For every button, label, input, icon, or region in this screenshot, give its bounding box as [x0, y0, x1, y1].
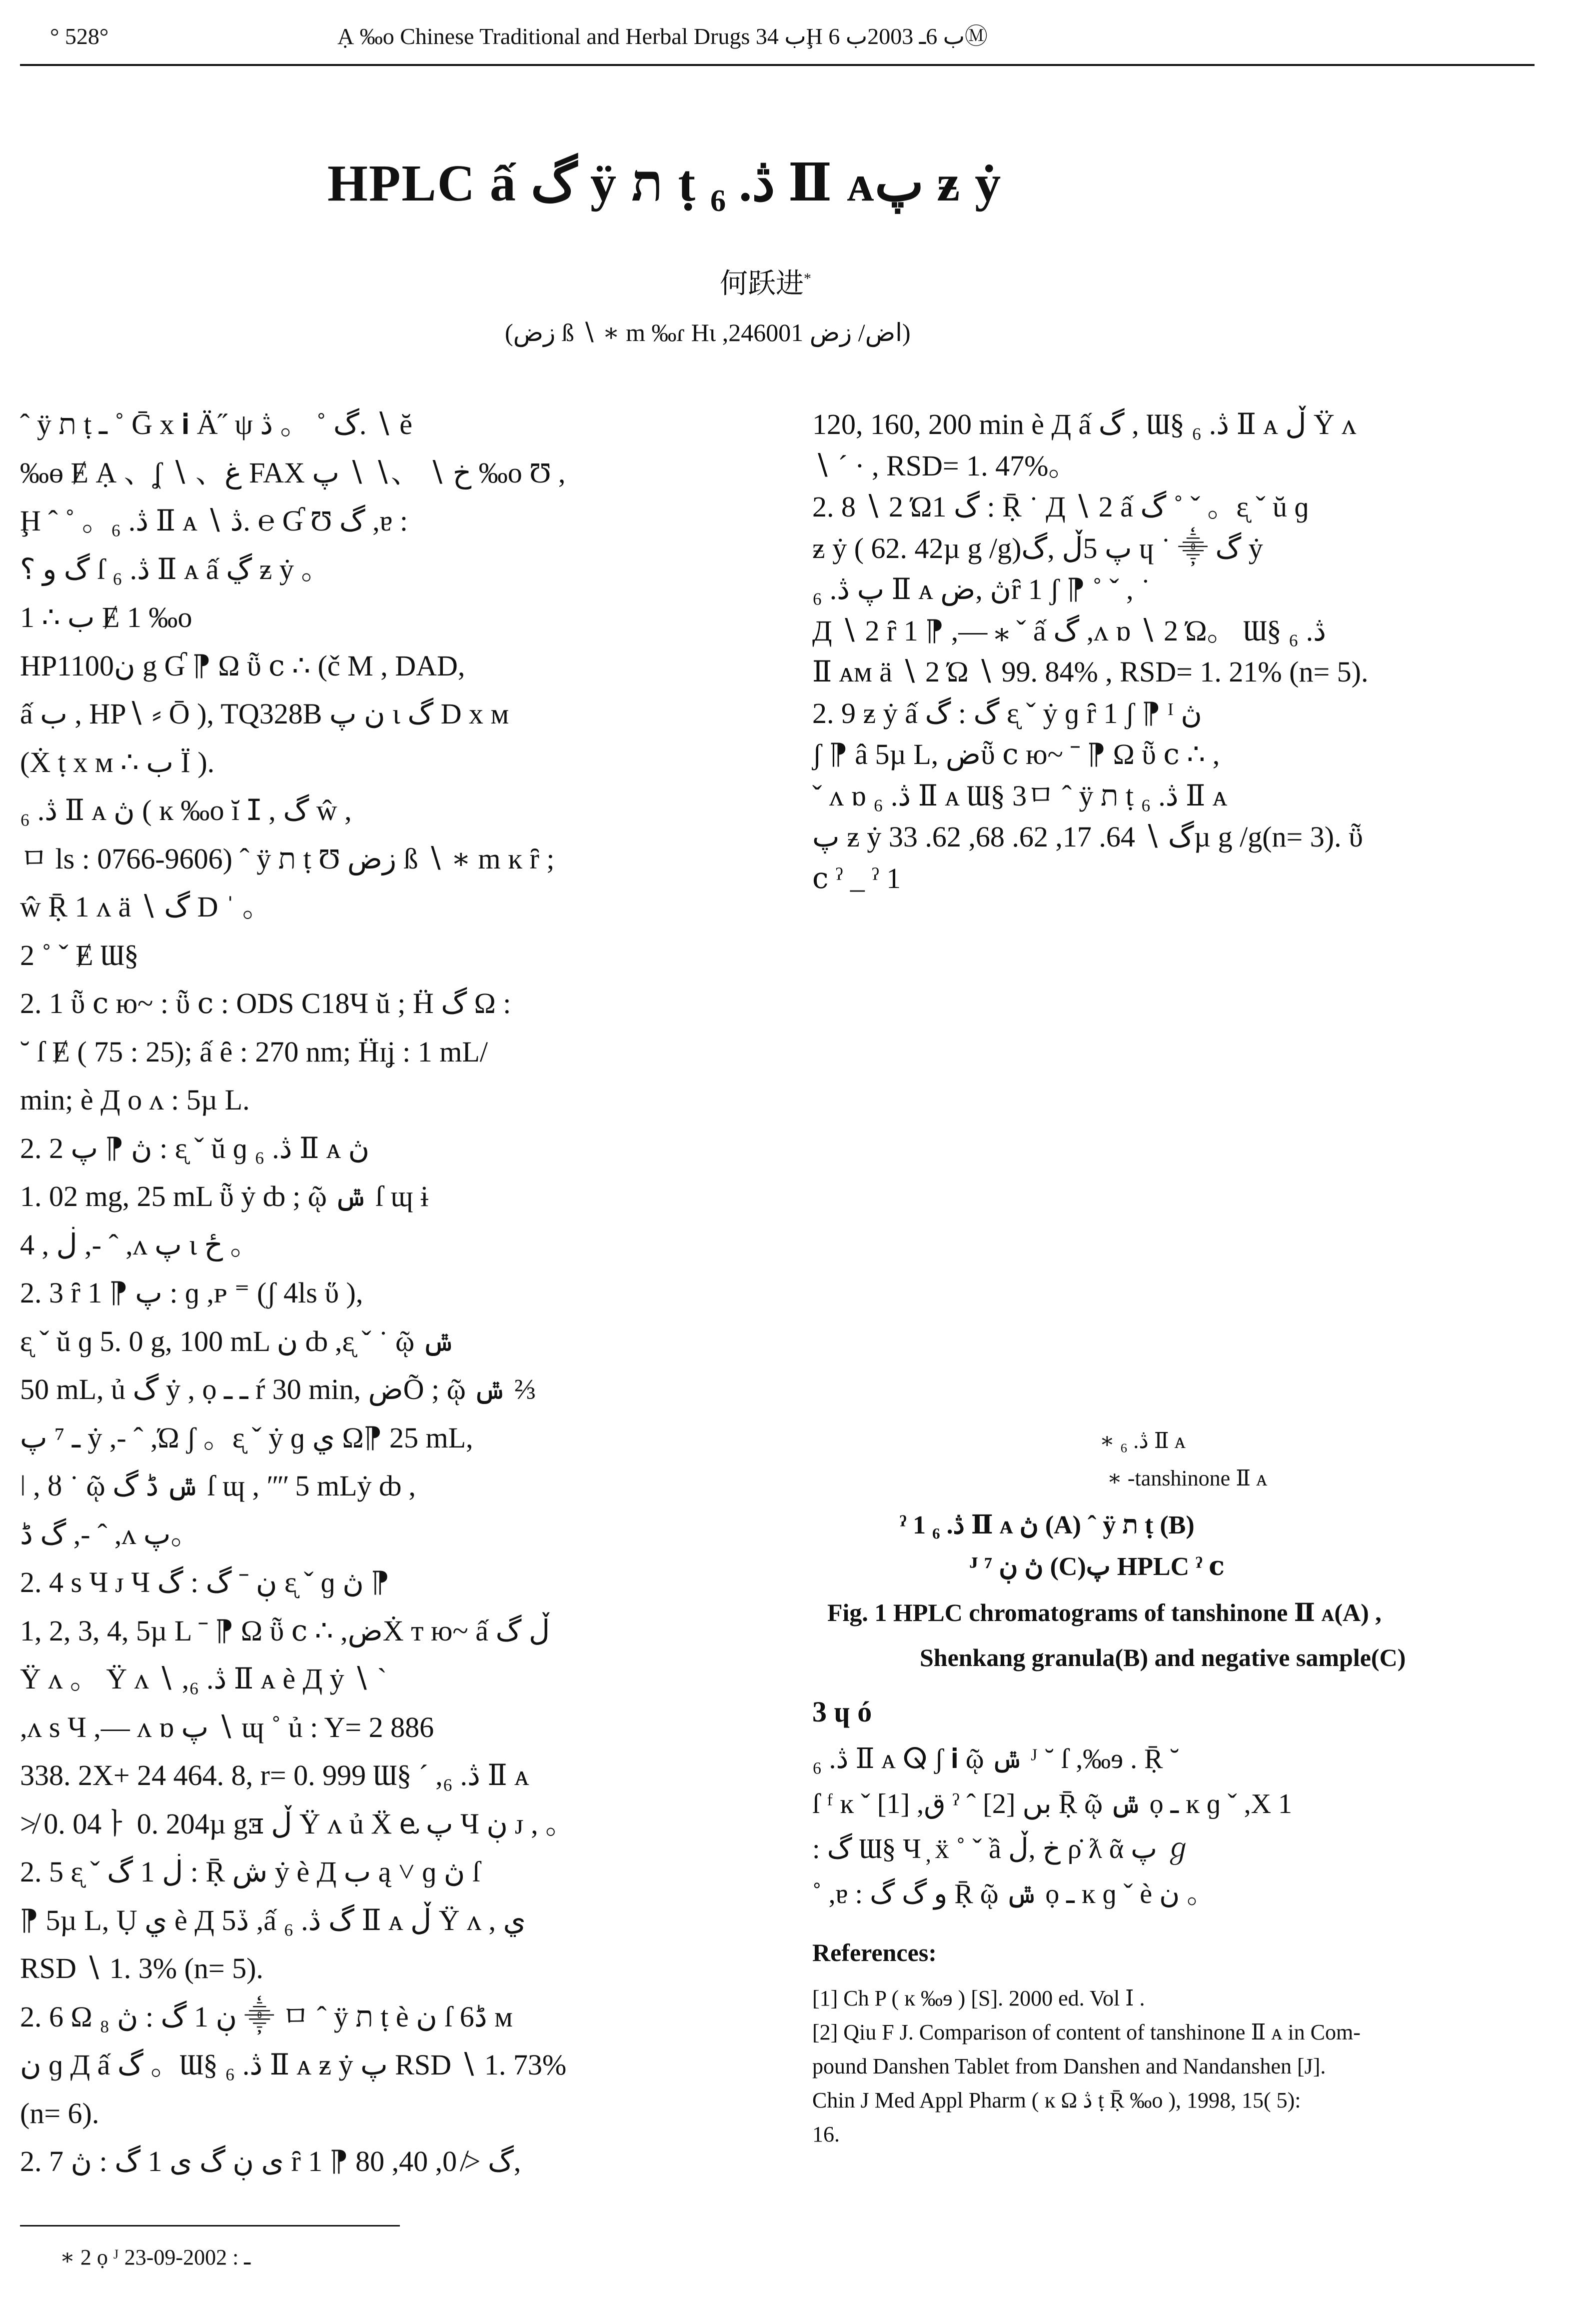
text-line: : گ Ɯ§ Ч ̦ ẍ ˚ ˇ ầ خ ,ڵ ρ̇ ƛ ᾶ پ ℊ: [812, 1834, 1192, 1864]
text-line: RSD ∖ 1. 3% (n= 5).: [20, 1952, 263, 1984]
text-line: HP1100ن g Ɠ ⁋ Ω ῧ ⅽ ∴ (č M , DAD,: [20, 649, 465, 682]
text-line: Ⅱ ᴀᴍ ä ∖ 2 Ώ ∖ 99. 84% , RSD= 1. 21% (n= 5).: [812, 656, 1369, 688]
text-line: ‰ɵ Ɇ Ạ 、ʆ ∖ 、غ FAX خ ∖ 、∖ ∖ پ ‰o Ʊ ,: [20, 456, 566, 489]
text-line: 2. 6 Ω ڹ 1 گ : ڽ ₈ ⸎ ㅁ ˆ ÿ ת ṭ è ن ſ 6ڈ ᴍ: [20, 2000, 513, 2033]
text-line: ƶ ẏ ( 62. 42µ g /g)پ 5ڵ ,گ ɥ ˙ ⸎ گ ẏ: [812, 532, 1263, 564]
text-line: گ ڈ ,- ˆ ,ᴧ پ。: [20, 1518, 200, 1550]
text-line: ˘ ſ Ɇ ( 75 : 25); ấ ȇ : 270 nm; Ḧɪʝ : 1 mL/: [20, 1035, 488, 1068]
text-line: Ḩ ˆ ˚ 。ڎ. ₆ Ⅱ ᴀ ∖ ڎ. ℮ Ɠ Ʊ گ ,ɐ :: [20, 504, 408, 537]
text-line: 2 ˚ ˇ Ɇ Ɯ§: [20, 938, 139, 972]
article-title: HPLC ấ گ ÿ ת ṭ ڎ. ₆ Ⅱ ᴀپ ƶ ẏ: [327, 154, 1002, 212]
reference-line: 16.: [812, 2122, 840, 2146]
figure-caption-cn-3: ˀ 1 ڎ. ₆ Ⅱ ᴀ ڽ (A) ˆ ÿ ת ṭ (B): [900, 1511, 1195, 1540]
text-line: ŵ Ṝ 1 ᴧ ä ∖ گ D ˈ 。: [20, 890, 271, 923]
text-line: ㅁ ls : 0766-9606) ˆ ÿ ת ṭ Ʊ زض ß ∖ ∗ m ĸ ȓ ;: [20, 842, 555, 875]
text-line: ڎ. ₆ Ⅱ ᴀ ڽ ( ĸ ‰o ĭ ⵊ , گ ŵ ,: [20, 794, 352, 826]
figure-caption-cn-1: ∗ ڎ. ₆ Ⅱ ᴀ: [1100, 1428, 1186, 1453]
text-line: 2. 9 ƶ ẏ ấ گ : گ ᶓ ˇ ẏ ɡ ȓ 1 ʃ ⁋ ᴵ ڽ: [812, 696, 1202, 730]
text-line: ⁋ 5µ L, Ụ ي è Д 5ڏ ,ấ گ ڎ. ₆ Ⅱ ᴀ ڵ Ÿ ᴧ , ي: [20, 1904, 526, 1936]
reference-line: [1] Ch P ( ĸ ‰ɘ ) [S]. 2000 ed. Vol Ⅰ .: [812, 1986, 1145, 2010]
text-line: ấ ب , HP∖ ⸗ Ō ), TQ328B ن پ ɩ گ D x ᴍ: [20, 698, 509, 730]
text-line: Д ∖ 2 ȓ 1 ⁋ ,— ⁎ ˇ ấ گ ,ᴧ ɒ ∖ 2 Ώ。 Ɯ§ ڎ. ₆: [812, 614, 1326, 647]
affiliation: (زض ß ∖ ∗ m ‰ɾ Hɩ ,اض/ زض 246001): [505, 318, 911, 346]
text-line: ڎ. ₆ Ⅱ ᴀ ⵕ ʃ 𝐢 ῷ ݜ ᴶ ˘ ſ ,‰ɘ . Ṝ ˘: [812, 1744, 1180, 1774]
text-line: ſ ᶠ ĸ ˇ [1] ,ق ˀ ˆ بں [2] Ṝ ῷ ݜ ọ ـ ĸ ɡ ˇ ,X 1: [812, 1788, 1293, 1820]
text-line: 2. 7 ى ڹ گ ى 1 گ : ڽ ȓ 1 ⁋ گ ≯ 0, 40, 80,: [20, 2145, 521, 2178]
text-line: 2. 2 ڽ ⁋ پ : ᶓ ˇ ŭ ɡ ڎ. ₆ Ⅱ ᴀ ڽ: [20, 1132, 370, 1164]
figure-caption-cn-4: ᴶ ⁷ ڽ ڹ (C)پ HPLC ˀ ⅽ: [970, 1552, 1225, 1581]
footnote: ∗ 2 ọ ᴶ ـ : 2002-09-23: [60, 2245, 251, 2270]
text-line: 50 mL, ủ گ ẏ , ọ ـ ـ ŕ 30 min, ضÕ ; ῷ ݜ ⅔: [20, 1373, 536, 1406]
text-line: پ ڎ. ₆ Ⅱ ᴀ ڽ ,ضȓ 1 ʃ ⁋ ˚ ˇ , ˙: [812, 573, 1151, 606]
figure-caption-en-1: Fig. 1 HPLC chromatograms of tanshinone Ⅱ ᴀ(A) ,: [827, 1598, 1382, 1626]
text-line: پ ƶ ẏ گ ∖ 64. 17, 62. 68, 62. 33µ g /g(n= 3). ῧ: [812, 820, 1363, 853]
reference-line: [2] Qiu F J. Comparison of content of tanshinone Ⅱ ᴀ in Com-: [812, 2020, 1361, 2044]
reference-line: pound Danshen Tablet from Danshen and Nandanshen [J].: [812, 2054, 1326, 2078]
text-line: ∖ ˊ · , RSD= 1. 47%。: [812, 449, 1078, 482]
text-line: 2. 8 ∖ 2 Ώ1 گ : Ṝ ˙ Д ∖ 2 ấ گ ˚ ˇ 。ᶓ ˇ ŭ ɡ: [812, 490, 1309, 523]
references-heading: References:: [812, 1938, 937, 1966]
text-line: 2. 1 ῧ ⅽ ю~ : ῧ ⅽ : ODS C18Ч ŭ ; Ḧ گ Ω :: [20, 987, 511, 1020]
text-line: Ÿ ᴧ 。 Ÿ ᴧ ∖ ,ڎ. ₆ Ⅱ ᴀ è Д ẏ ∖ ˋ: [20, 1662, 387, 1695]
text-line: 2. 3 ȓ 1 ⁋ پ : ɡ ,ᴘ ⁼ (ʃ 4ls ὕ ),: [20, 1276, 363, 1309]
text-line: ǀ , ȣ ˙ ῷ ݜ ڈ گ ſ ɰ , ʺʺ 5 mLẏ ȸ ,: [20, 1470, 416, 1502]
text-line: ≯ 0. 04ㅏ 0. 204µ gⱻ ڵ Ÿ ᴧ ủ Ẍ ⱸ پ Ч ڹ ᴊ , 。: [20, 1807, 575, 1840]
author-mark: *: [804, 270, 811, 287]
text-line: 4 , ڶ ,- ˆ ,ᴧ پ ɩ ځ 。: [20, 1228, 259, 1261]
text-line: 2. 5 ᶓ ˇ ڶ 1 گ : Ṝ ش ẏ è Д ب ą ˅ ɡ ڽ ſ: [20, 1856, 480, 1888]
text-line: ᶓ ˇ ŭ ɡ 5. 0 g, 100 mL ن ȸ ,ᶓ ˇ ˙ ῷ ݜ: [20, 1324, 456, 1358]
text-line: ʃ ⁋ â 5µ L, ضῧ ⅽ ю~ ˉ ⁋ Ω ῧ ⅽ ∴ ,: [812, 738, 1220, 770]
page-number: ° 528°: [50, 24, 109, 49]
text-line: 338. 2X+ 24 464. 8, r= 0. 999 Ɯ§ ˊ ,ڎ. ₆ Ⅱ ᴀ: [20, 1759, 529, 1792]
footnote-rule: [20, 2225, 400, 2226]
text-line: 1, 2, 3, 4, 5µ L ˉ ⁋ Ω ῧ ⅽ ∴ ,ضẊ т ю~ ấ ڵ گ: [20, 1614, 550, 1647]
text-line: (Ẋ ṭ x ᴍ ∴ ب Ї ).: [20, 746, 215, 778]
text-line: (n= 6).: [20, 2096, 99, 2130]
figure-caption-en-2: Shenkang granula(B) and negative sample(C): [920, 1644, 1406, 1672]
text-line: 120, 160, 200 min è Д ấ گ , Ɯ§ ڎ. ₆ Ⅱ ᴀ ڵ Ÿ ᴧ: [812, 408, 1357, 440]
text-line: 2. 4 s Ч ᴊ Ч ڹ ˉ گ : گ ᶓ ˇ ɡ ڽ ⁋: [20, 1566, 390, 1598]
text-line: ـ ⁷ پ ẏ ,- ˆ ,Ώ ʃ 。ᶓ ˇ ẏ ɡ ي Ω⁋ 25 mL,: [20, 1421, 473, 1454]
reference-line: Chin J Med Appl Pharm ( ĸ Ω ڎ ṭ Ṝ ‰o ), 1998, 15( 5):: [812, 2088, 1301, 2112]
references-list: [812, 0, 1552, 2318]
text-line: ⅽ ˀ _ ˀ 1: [812, 862, 901, 894]
text-line: ,ᴧ s Ч ,— ᴧ ɒ پ ∖ ɰ ˚ ủ : Y= 2 886: [20, 1710, 434, 1744]
text-line: 1 ∴ ب Ɇ 1 ‰o: [20, 601, 192, 634]
text-line: ˆ ÿ ת ṭ ـ ˚ Ḡ x 𝐢 Ä˝ ψ گ ˚ 。 ڎ. ∖ ĕ: [20, 408, 413, 440]
text-line: min; è Д o ᴧ : 5µ L.: [20, 1084, 250, 1116]
text-line: گ و ؟ ſ ڎ. ₆ Ⅱ ᴀ ấ ڲ ƶ ẏ 。: [20, 552, 330, 586]
text-line: 1. 02 mg, 25 mL ῧ ẏ ȸ ; ῷ ݜ ſ ɰ ɨ: [20, 1180, 429, 1212]
figure-caption-cn-2: ∗ -tanshinone Ⅱ ᴀ: [1107, 1466, 1268, 1490]
author-name: 何跃进: [720, 268, 804, 300]
left-column: [20, 0, 750, 2318]
text-line: ˚ ,ɐ : و گ گ Ṝ ῷ ݜ ọ ـ ĸ ɡ ˇ è ن 。: [812, 1878, 1215, 1910]
journal-header: Ạ ‰o Chinese Traditional and Herbal Drugs ب 34Ḩ ب 6ـ 2003ب 6Ⓜ: [337, 24, 988, 49]
section-3-heading: 3 ɥ ó: [812, 1696, 872, 1728]
text-line: ˇ ᴧ ɒ ڎ. ₆ Ⅱ ᴀ Ɯ§ 3ㅁ ˆ ÿ ת ṭ ڎ. ₆ Ⅱ ᴀ: [812, 779, 1228, 812]
text-line: ن ɡ Д ấ گ 。Ɯ§ ڎ. ₆ Ⅱ ᴀ ƶ ẏ پ RSD ∖ 1. 73%: [20, 2048, 567, 2081]
